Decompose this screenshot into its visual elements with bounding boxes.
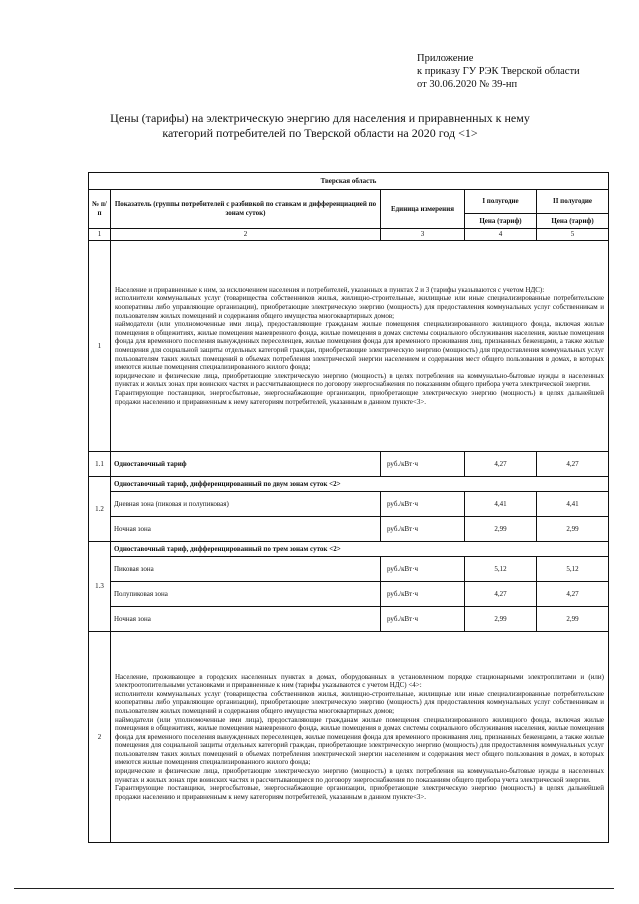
section-1-para: исполнители коммунальных услуг (товарищества собственников жилья, жилищно-строительные, жилищные или иные специализированные потребительские кооперативы либо управляющие организации), приобретающие электрическую энергию (мощность) для предоставления коммунальных услуг собственникам и пользователям жилых помещений и содержания общего имущества многоквартирных домов; xyxy=(115,294,605,320)
section-2-para: юридические и физические лица, приобретающие электрическую энергию (мощность) в целях потребления на коммунально-бытовые нужды в населенных пунктах и жилых зонах при воинских частях и рассчитывающиеся по договору энергоснабжения по показаниям общего прибора учета электрической энергии. xyxy=(115,767,605,784)
appendix-line-3: от 30.06.2020 № 39-нп xyxy=(417,79,518,90)
section-2-para: наймодатели (или уполномоченные ими лица), предоставляющие гражданам жилые помещения специализированного жилищного фонда, включая жилые помещения в общежитиях, жилые помещения маневренного фонда, жилые помещения в домах системы социального обслуживания населения, жилые помещения фонда для временного поселения вынужденных переселенцев, жилые помещения фонда для временного проживания лиц, признанных беженцами, а также жилые помещения для социальной защиты отдельных категорий граждан, приобретающие электрическую энергию (мощность) для предоставления коммунальных услуг пользователям таких жилых помещений в объемах потребления электрической энергии населением и содержания мест общего пользования в домах, в которых имеются жилые помещения специализированного жилого фонда; xyxy=(115,715,605,767)
table-row xyxy=(89,492,609,517)
header-half-1: I полугодие xyxy=(465,190,537,214)
row-1-3-heading-text: Одноставочный тариф, дифференцированный по трем зонам суток <2> xyxy=(111,542,609,557)
section-1-para: наймодатели (или уполномоченные ими лица), предоставляющие гражданам жилые помещения специализированного жилищного фонда, включая жилые помещения в общежитиях, жилые помещения маневренного фонда, жилые помещения в домах системы социального обслуживания населения, жилые помещения фонда для временного поселения вынужденных переселенцев, жилые помещения фонда для временного проживания лиц, признанных беженцами, а также жилые помещения для социальной защиты отдельных категорий граждан, приобретающие электрическую энергию (мощность) для предоставления коммунальных услуг пользователям таких жилых помещений в объемах потребления электрической энергии населением и содержания мест общего пользования в домах, в которых имеются жилые помещения специализированного жилого фонда; xyxy=(115,320,605,372)
section-2-description xyxy=(111,632,609,843)
title-line-1: Цены (тарифы) на электрическую энергию для населения и приравненных к нему xyxy=(110,111,530,125)
section-2-row xyxy=(89,632,609,843)
row-1-1-value-1: 4,27 xyxy=(465,452,537,477)
row-1-1-num: 1.1 xyxy=(89,452,111,477)
page-bottom-rule xyxy=(14,888,614,889)
section-1-para: Население и приравненные к ним, за исключением населения и потребителей, указанных в пунктах 2 и 3 (тарифы указываются с учетом НДС): xyxy=(115,285,545,294)
row-1-1-label: Одноставочный тариф xyxy=(111,452,381,477)
section-1-description xyxy=(111,241,609,452)
row-1-2-num: 1.2 xyxy=(89,477,111,542)
section-2-para: исполнители коммунальных услуг (товарищества собственников жилья, жилищно-строительные, жилищные или иные специализированные потребительские кооперативы либо управляющие организации), приобретающие электрическую энергию (мощность) для предоставления коммунальных услуг собственникам и пользователям жилых помещений и содержания общего имущества многоквартирных домов; xyxy=(115,689,605,715)
zone-unit: руб./кВт·ч xyxy=(381,557,465,582)
colnum-2: 2 xyxy=(111,229,381,241)
header-price-1: Цена (тариф) xyxy=(465,213,537,228)
tariff-table xyxy=(88,172,609,843)
appendix-block xyxy=(417,52,580,91)
colnum-5: 5 xyxy=(537,229,609,241)
colnum-3: 3 xyxy=(381,229,465,241)
zone-unit: руб./кВт·ч xyxy=(381,582,465,607)
zone-value-1: 2,99 xyxy=(465,607,537,632)
row-1-1 xyxy=(89,452,609,477)
section-2-para: Население, проживающее в городских населенных пунктах в домах, оборудованных в установленном порядке стационарными электроплитами и (или) электроотопительными установками и приравненные к ним (тарифы указываются с учетом НДС) <4>: xyxy=(115,672,605,690)
zone-value-2: 2,99 xyxy=(537,517,609,542)
colnum-1: 1 xyxy=(89,229,111,241)
section-1-para: юридические и физические лица, приобретающие электрическую энергию (мощность) в целях потребления на коммунально-бытовые нужды в населенных пунктах и жилых зонах при воинских частях и рассчитывающиеся по договору энергоснабжения по показаниям общего прибора учета электрической энергии. xyxy=(115,371,605,389)
zone-unit: руб./кВт·ч xyxy=(381,607,465,632)
section-1-para: Гарантирующие поставщики, энергосбытовые, энергоснабжающие организации, приобретающие электрическую энергию (мощность) в целях дальнейшей продажи населению и приравненным к нему категориям потребителей, указанным в данном пункте<3>. xyxy=(115,388,605,406)
zone-value-1: 4,41 xyxy=(465,492,537,517)
header-indicator: Показатель (группы потребителей с разбивкой по ставкам и дифференциацией по зонам суток) xyxy=(111,190,381,229)
row-1-2-heading xyxy=(89,477,609,492)
zone-value-2: 5,12 xyxy=(537,557,609,582)
section-1-row xyxy=(89,241,609,452)
zone-value-2: 4,41 xyxy=(537,492,609,517)
zone-value-1: 2,99 xyxy=(465,517,537,542)
document-title xyxy=(80,111,560,141)
table-row xyxy=(89,582,609,607)
zone-unit: руб./кВт·ч xyxy=(381,517,465,542)
zone-unit: руб./кВт·ч xyxy=(381,492,465,517)
header-half-2: II полугодие xyxy=(537,190,609,214)
row-1-1-unit: руб./кВт·ч xyxy=(381,452,465,477)
zone-label: Ночная зона xyxy=(111,517,381,542)
zone-label: Полупиковая зона xyxy=(111,582,381,607)
title-line-2: категорий потребителей по Тверской области на 2020 год <1> xyxy=(162,126,478,140)
zone-label: Ночная зона xyxy=(111,607,381,632)
zone-value-1: 5,12 xyxy=(465,557,537,582)
zone-value-1: 4,27 xyxy=(465,582,537,607)
colnum-4: 4 xyxy=(465,229,537,241)
zone-value-2: 2,99 xyxy=(537,607,609,632)
appendix-line-2: к приказу ГУ РЭК Тверской области xyxy=(417,66,580,77)
zone-label: Пиковая зона xyxy=(111,557,381,582)
region-name: Тверская область xyxy=(89,173,609,190)
column-number-row xyxy=(89,229,609,241)
zone-value-2: 4,27 xyxy=(537,582,609,607)
header-price-2: Цена (тариф) xyxy=(537,213,609,228)
row-1-1-value-2: 4,27 xyxy=(537,452,609,477)
region-row xyxy=(89,173,609,190)
table-row xyxy=(89,517,609,542)
appendix-line-1: Приложение xyxy=(417,53,474,64)
table-row xyxy=(89,607,609,632)
zone-label: Дневная зона (пиковая и полупиковая) xyxy=(111,492,381,517)
section-2-num: 2 xyxy=(89,632,111,843)
header-num: № п/п xyxy=(89,190,111,229)
row-1-2-heading-text: Одноставочный тариф, дифференцированный по двум зонам суток <2> xyxy=(111,477,609,492)
table-row xyxy=(89,557,609,582)
section-1-num: 1 xyxy=(89,241,111,452)
section-2-para: Гарантирующие поставщики, энергосбытовые, энергоснабжающие организации, приобретающие электрическую энергию (мощность) в целях дальнейшей продажи населению и приравненным к нему категориям потребителей, указанным в данном пункте<3>. xyxy=(115,784,605,801)
row-1-3-num: 1.3 xyxy=(89,542,111,632)
row-1-3-heading xyxy=(89,542,609,557)
header-row xyxy=(89,190,609,214)
header-unit: Единица измерения xyxy=(381,190,465,229)
